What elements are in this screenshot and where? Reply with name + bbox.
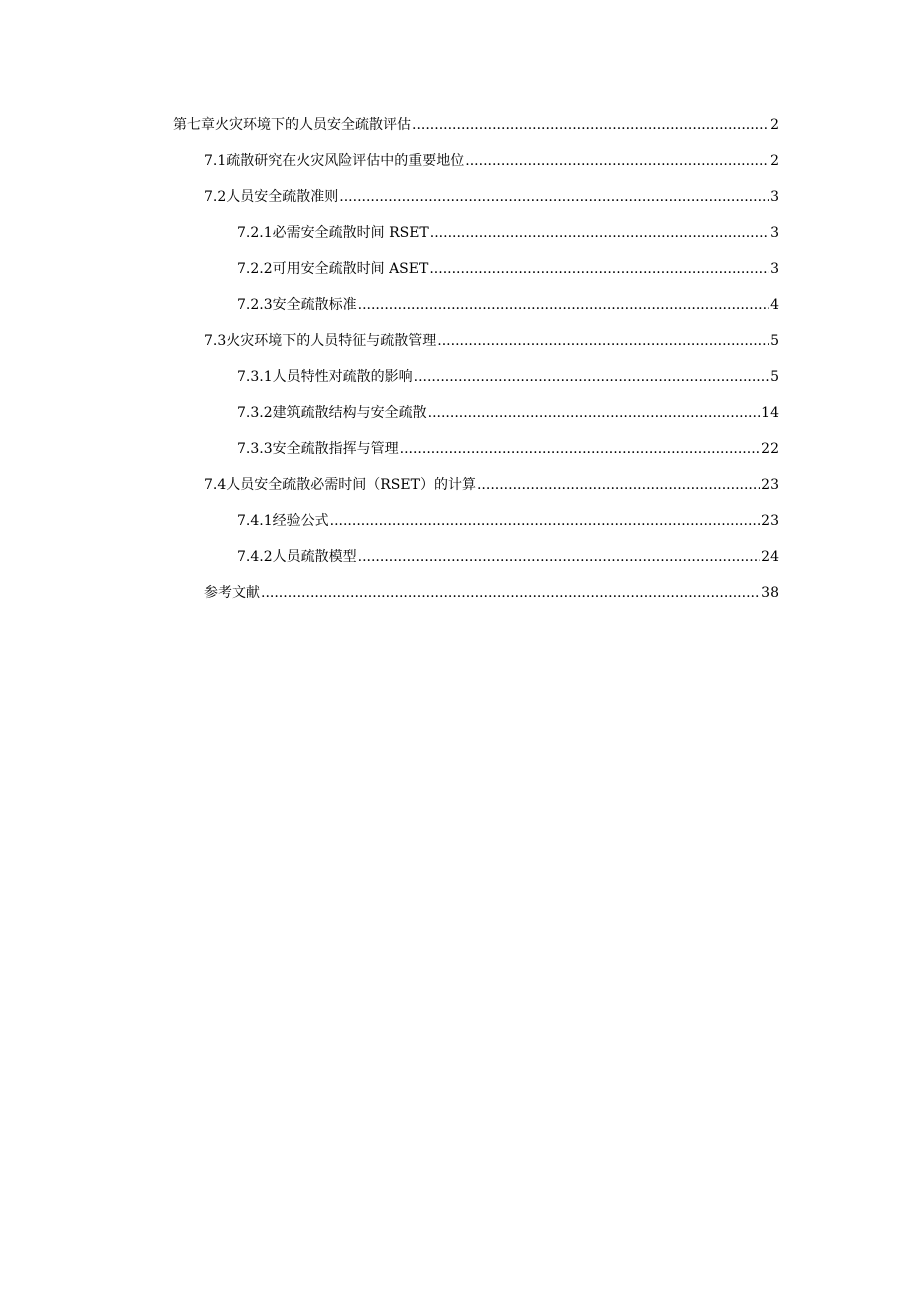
dot-leader <box>339 185 769 209</box>
toc-entry-7-2[interactable] <box>204 185 779 209</box>
toc-entry-title: 可用安全疏散时间 ASET <box>272 261 429 277</box>
dot-leader <box>358 293 769 317</box>
toc-entry-page: 2 <box>770 153 779 169</box>
toc-entry-number: 7.2.1 <box>237 225 273 241</box>
toc-entry-7-3-2[interactable] <box>237 401 779 425</box>
toc-entry-7-2-3[interactable] <box>237 293 779 317</box>
dot-leader <box>477 473 760 497</box>
toc-entry-title: 人员疏散模型 <box>272 549 357 565</box>
dot-leader <box>414 365 769 389</box>
toc-entry-number: 7.4 <box>204 477 227 493</box>
toc-entry-title: 参考文献 <box>204 585 260 601</box>
dot-leader <box>437 329 769 353</box>
dot-leader <box>261 581 760 605</box>
toc-entry-title: 人员安全疏散必需时间（RSET）的计算 <box>226 477 476 493</box>
toc-entry-page: 2 <box>770 117 779 133</box>
toc-entry-page: 22 <box>761 441 779 457</box>
toc-entry-title: 人员特性对疏散的影响 <box>272 369 413 385</box>
toc-entry-title: 疏散研究在火灾风险评估中的重要地位 <box>226 153 465 169</box>
toc-entry-page: 5 <box>770 333 779 349</box>
toc-entry-page: 14 <box>761 405 779 421</box>
toc-entry-7-3[interactable] <box>204 329 779 353</box>
dot-leader <box>412 113 769 137</box>
toc-entry-title: 建筑疏散结构与安全疏散 <box>272 405 427 421</box>
toc-entry-page: 3 <box>770 189 779 205</box>
dot-leader <box>358 545 761 569</box>
toc-entry-page: 38 <box>761 585 779 601</box>
toc-entry-number: 7.2.2 <box>237 261 273 277</box>
toc-entry-7-4-2[interactable] <box>237 545 779 569</box>
toc-entry-number: 7.2 <box>204 189 227 205</box>
toc-entry-7-4[interactable] <box>204 473 779 497</box>
toc-entry-number: 7.1 <box>204 153 227 169</box>
dot-leader <box>428 401 761 425</box>
toc-entry-page: 5 <box>770 369 779 385</box>
dot-leader <box>465 149 769 173</box>
dot-leader <box>400 437 761 461</box>
toc-entry-7-2-2[interactable] <box>237 257 779 281</box>
toc-entry-number: 7.3 <box>204 333 227 349</box>
toc-entry-page: 4 <box>770 297 779 313</box>
toc-entry-page: 24 <box>761 549 779 565</box>
toc-entry-title: 经验公式 <box>272 513 329 529</box>
toc-entry-number: 第七章 <box>173 117 215 133</box>
toc-entry-page: 3 <box>770 261 779 277</box>
toc-entry-7-1[interactable] <box>204 149 779 173</box>
dot-leader <box>430 221 769 245</box>
toc-entry-page: 23 <box>761 477 779 493</box>
toc-entry-number: 7.4.1 <box>237 513 273 529</box>
toc-entry-chapter-7[interactable] <box>173 113 779 137</box>
toc-entry-7-3-3[interactable] <box>237 437 779 461</box>
toc-entry-number: 7.3.3 <box>237 441 273 457</box>
toc-entry-title: 安全疏散标准 <box>272 297 357 313</box>
dot-leader <box>330 509 761 533</box>
toc-entry-title: 必需安全疏散时间 RSET <box>272 225 429 241</box>
toc-entry-number: 7.3.1 <box>237 369 273 385</box>
toc-entry-7-4-1[interactable] <box>237 509 779 533</box>
toc-entry-references[interactable] <box>204 581 779 605</box>
toc-entry-title: 火灾环境下的人员安全疏散评估 <box>215 117 411 133</box>
dot-leader <box>429 257 769 281</box>
toc-entry-7-3-1[interactable] <box>237 365 779 389</box>
toc-entry-7-2-1[interactable] <box>237 221 779 245</box>
toc-entry-title: 火灾环境下的人员特征与疏散管理 <box>226 333 437 349</box>
toc-entry-number: 7.3.2 <box>237 405 273 421</box>
toc-entry-page: 23 <box>761 513 779 529</box>
toc-entry-number: 7.2.3 <box>237 297 273 313</box>
toc-entry-title: 安全疏散指挥与管理 <box>272 441 399 457</box>
toc-entry-number: 7.4.2 <box>237 549 273 565</box>
toc-entry-page: 3 <box>770 225 779 241</box>
toc-entry-title: 人员安全疏散准则 <box>226 189 339 205</box>
